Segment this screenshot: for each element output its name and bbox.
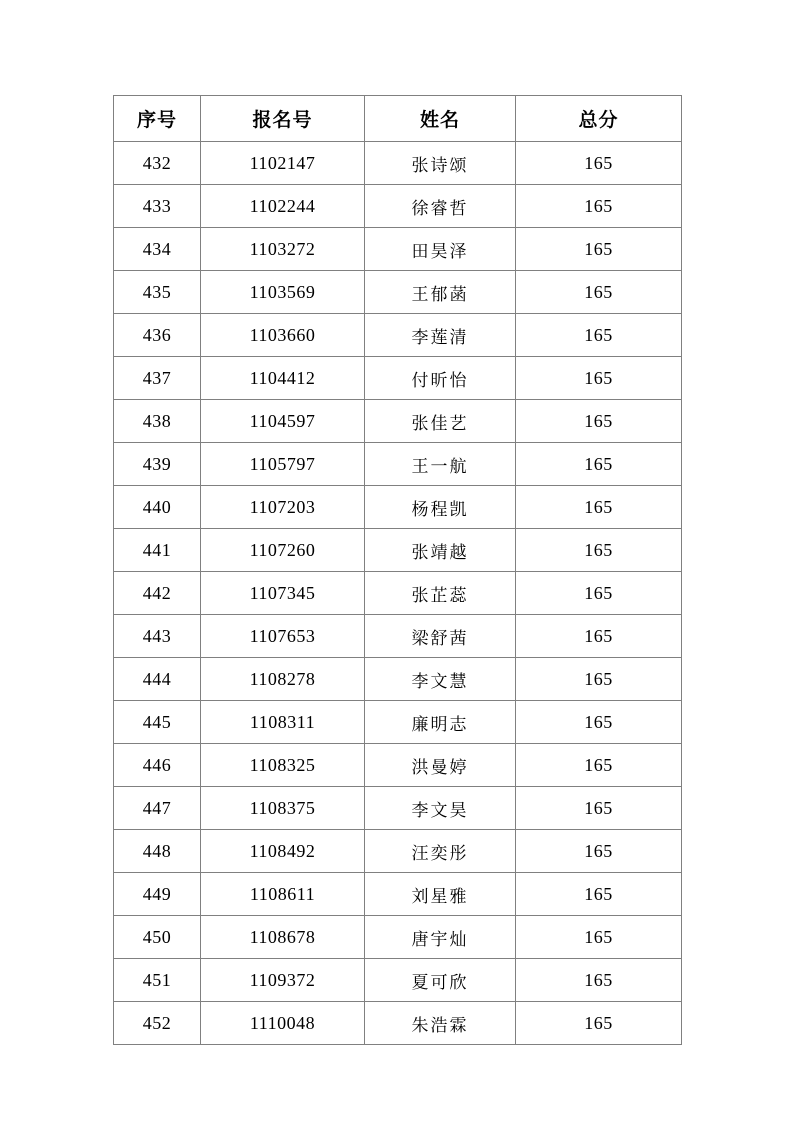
cell-reg: 1108611 (201, 873, 365, 916)
cell-seq: 438 (114, 400, 201, 443)
cell-score: 165 (516, 701, 682, 744)
cell-seq: 450 (114, 916, 201, 959)
cell-score: 165 (516, 357, 682, 400)
cell-name: 田昊泽 (365, 228, 516, 271)
cell-score: 165 (516, 142, 682, 185)
table-row (114, 615, 682, 658)
cell-reg: 1108375 (201, 787, 365, 830)
table-row (114, 400, 682, 443)
cell-score: 165 (516, 314, 682, 357)
cell-name: 刘星雅 (365, 873, 516, 916)
cell-reg: 1103569 (201, 271, 365, 314)
cell-name: 李文昊 (365, 787, 516, 830)
cell-seq: 443 (114, 615, 201, 658)
cell-reg: 1109372 (201, 959, 365, 1002)
cell-score: 165 (516, 1002, 682, 1045)
table-body (114, 142, 682, 1045)
cell-score: 165 (516, 228, 682, 271)
cell-name: 徐睿哲 (365, 185, 516, 228)
cell-name: 杨程凯 (365, 486, 516, 529)
cell-seq: 444 (114, 658, 201, 701)
cell-seq: 432 (114, 142, 201, 185)
table-row (114, 658, 682, 701)
cell-reg: 1107260 (201, 529, 365, 572)
roster-table-container (113, 95, 681, 1045)
cell-seq: 436 (114, 314, 201, 357)
cell-name: 张靖越 (365, 529, 516, 572)
cell-score: 165 (516, 959, 682, 1002)
table-row (114, 959, 682, 1002)
cell-score: 165 (516, 916, 682, 959)
cell-score: 165 (516, 744, 682, 787)
cell-name: 张诗颂 (365, 142, 516, 185)
table-row (114, 873, 682, 916)
cell-seq: 439 (114, 443, 201, 486)
table-row (114, 744, 682, 787)
cell-name: 朱浩霖 (365, 1002, 516, 1045)
cell-name: 张佳艺 (365, 400, 516, 443)
cell-score: 165 (516, 486, 682, 529)
cell-seq: 445 (114, 701, 201, 744)
cell-reg: 1107203 (201, 486, 365, 529)
roster-table (113, 95, 682, 1045)
cell-reg: 1105797 (201, 443, 365, 486)
table-row (114, 228, 682, 271)
cell-name: 汪奕彤 (365, 830, 516, 873)
cell-seq: 435 (114, 271, 201, 314)
cell-seq: 437 (114, 357, 201, 400)
cell-seq: 448 (114, 830, 201, 873)
cell-seq: 434 (114, 228, 201, 271)
table-row (114, 486, 682, 529)
cell-seq: 449 (114, 873, 201, 916)
cell-reg: 1102244 (201, 185, 365, 228)
cell-reg: 1108278 (201, 658, 365, 701)
cell-name: 李莲清 (365, 314, 516, 357)
cell-name: 张芷蕊 (365, 572, 516, 615)
cell-reg: 1103272 (201, 228, 365, 271)
cell-seq: 441 (114, 529, 201, 572)
cell-score: 165 (516, 787, 682, 830)
table-row (114, 830, 682, 873)
cell-reg: 1107345 (201, 572, 365, 615)
table-row (114, 314, 682, 357)
cell-reg: 1103660 (201, 314, 365, 357)
cell-reg: 1108678 (201, 916, 365, 959)
column-header-seq: 序号 (114, 96, 201, 142)
table-row (114, 271, 682, 314)
cell-score: 165 (516, 443, 682, 486)
cell-seq: 452 (114, 1002, 201, 1045)
cell-score: 165 (516, 658, 682, 701)
cell-reg: 1108311 (201, 701, 365, 744)
column-header-score: 总分 (516, 96, 682, 142)
cell-name: 付昕怡 (365, 357, 516, 400)
table-row (114, 357, 682, 400)
cell-reg: 1107653 (201, 615, 365, 658)
table-row (114, 787, 682, 830)
table-row (114, 916, 682, 959)
cell-score: 165 (516, 873, 682, 916)
cell-name: 梁舒茜 (365, 615, 516, 658)
cell-reg: 1110048 (201, 1002, 365, 1045)
table-row (114, 142, 682, 185)
cell-name: 王一航 (365, 443, 516, 486)
cell-score: 165 (516, 529, 682, 572)
cell-reg: 1104412 (201, 357, 365, 400)
cell-seq: 447 (114, 787, 201, 830)
column-header-name: 姓名 (365, 96, 516, 142)
table-row (114, 572, 682, 615)
table-row (114, 529, 682, 572)
cell-name: 王郁菡 (365, 271, 516, 314)
table-row (114, 1002, 682, 1045)
cell-seq: 442 (114, 572, 201, 615)
cell-score: 165 (516, 615, 682, 658)
cell-seq: 451 (114, 959, 201, 1002)
cell-name: 唐宇灿 (365, 916, 516, 959)
table-row (114, 185, 682, 228)
cell-reg: 1108492 (201, 830, 365, 873)
cell-score: 165 (516, 572, 682, 615)
table-header-row (114, 96, 682, 142)
cell-score: 165 (516, 271, 682, 314)
column-header-reg: 报名号 (201, 96, 365, 142)
cell-name: 夏可欣 (365, 959, 516, 1002)
cell-reg: 1108325 (201, 744, 365, 787)
table-header (114, 96, 682, 142)
cell-reg: 1104597 (201, 400, 365, 443)
cell-seq: 433 (114, 185, 201, 228)
cell-name: 廉明志 (365, 701, 516, 744)
cell-reg: 1102147 (201, 142, 365, 185)
cell-name: 洪曼婷 (365, 744, 516, 787)
cell-score: 165 (516, 185, 682, 228)
table-row (114, 701, 682, 744)
table-row (114, 443, 682, 486)
cell-name: 李文慧 (365, 658, 516, 701)
cell-score: 165 (516, 400, 682, 443)
cell-seq: 440 (114, 486, 201, 529)
cell-seq: 446 (114, 744, 201, 787)
cell-score: 165 (516, 830, 682, 873)
